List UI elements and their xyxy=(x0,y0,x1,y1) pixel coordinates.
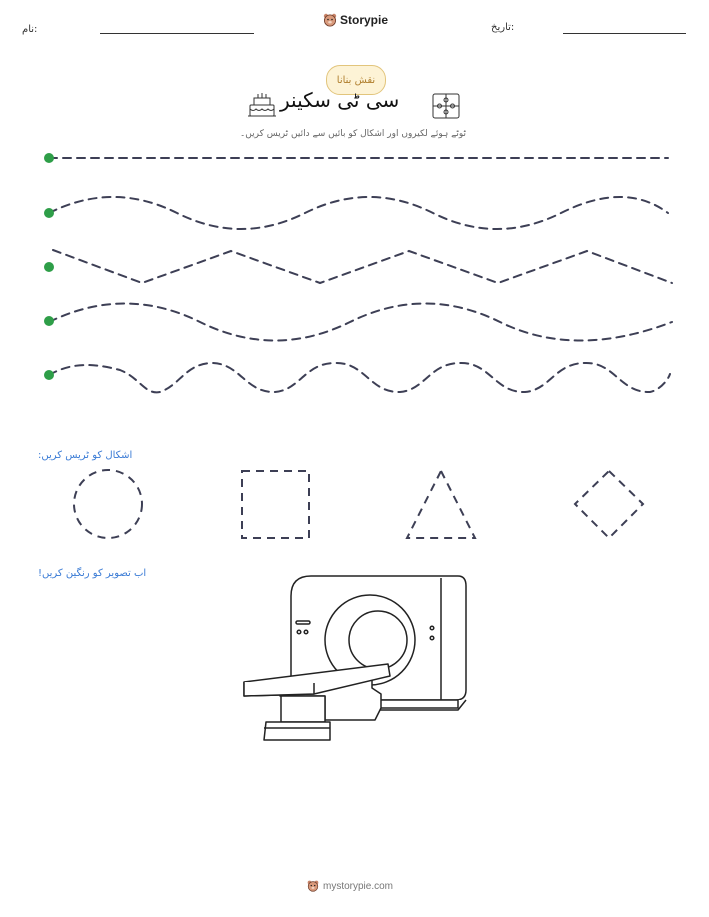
bear-icon xyxy=(323,13,337,27)
start-dot xyxy=(44,262,54,272)
start-dot xyxy=(44,208,54,218)
square-shape xyxy=(242,471,309,538)
activity-badge: نقش بنانا xyxy=(326,65,386,95)
wave-trace-line xyxy=(49,197,668,229)
footer-url[interactable]: mystorypie.com xyxy=(323,880,394,892)
name-label: نام: xyxy=(22,24,38,35)
circle-shape xyxy=(74,470,142,538)
bear-icon xyxy=(307,880,319,892)
footer xyxy=(307,880,393,892)
instructions: ٹوٹے ہوئے لکیروں اور اشکال کو بائیں سے دائیں ٹریس کریں۔ xyxy=(240,129,467,139)
coloring-heading: اب تصویر کو رنگین کریں! xyxy=(38,568,147,579)
date-line xyxy=(563,33,686,34)
start-dot xyxy=(44,316,54,326)
diamond-shape xyxy=(575,471,643,538)
name-line xyxy=(100,33,254,34)
bump-trace-line xyxy=(49,363,670,392)
brand-name: Storypie xyxy=(340,13,389,27)
brand-logo xyxy=(323,13,388,27)
shapes-heading: اشکال کو ٹریس کریں: xyxy=(38,450,133,461)
zigzag-trace-line xyxy=(53,250,672,283)
page-title: سی ٹی سکینر xyxy=(280,88,400,112)
start-dot xyxy=(44,153,54,163)
date-label: تاریخ: xyxy=(491,22,515,33)
start-dot xyxy=(44,370,54,380)
triangle-shape xyxy=(407,471,475,538)
curve-trace-line xyxy=(49,304,672,341)
